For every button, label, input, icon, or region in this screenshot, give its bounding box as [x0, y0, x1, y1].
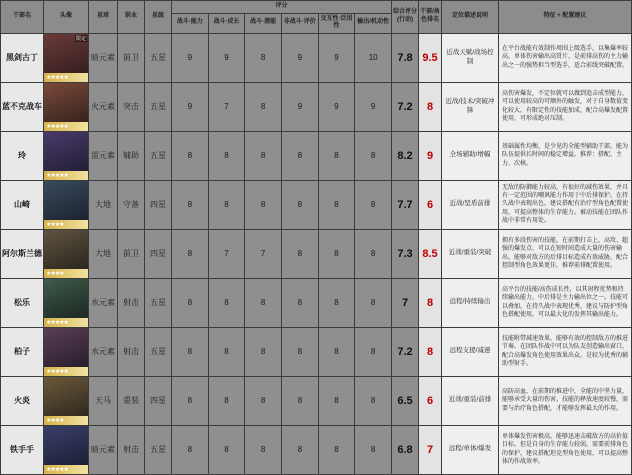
position-desc: 远程支援/减速: [442, 327, 499, 376]
table-body: [1, 33, 632, 474]
score-cell: 8: [318, 180, 355, 229]
total-score: 7.3: [392, 229, 419, 278]
score-cell: 8: [355, 278, 392, 327]
table-row: [1, 278, 632, 327]
score-cell: 8: [318, 376, 355, 425]
table-header: [1, 1, 632, 34]
position-desc: 近战/坚盾前排: [442, 180, 499, 229]
operator-attribute: 天马: [89, 376, 118, 425]
score-cell: 8: [318, 425, 355, 474]
operator-attribute: 雷元素: [89, 131, 118, 180]
operator-portrait[interactable]: [44, 376, 89, 425]
operator-attribute: 暗元素: [89, 425, 118, 474]
operator-portrait[interactable]: [44, 327, 89, 376]
score-cell: 7: [208, 82, 245, 131]
total-score: 8.2: [392, 131, 419, 180]
rank-value: 6: [419, 180, 442, 229]
score-cell: 8: [355, 180, 392, 229]
position-desc: 近战天赋/战场控制: [442, 33, 499, 82]
score-cell: 8: [281, 327, 318, 376]
feature-desc: 基础属性均衡，是少见的全能型辅助干部，能为队伍提供长时间的稳定增益。推荐：搭配、主力、次核。: [499, 131, 632, 180]
rank-value: 9.5: [419, 33, 442, 82]
score-cell: 8: [208, 131, 245, 180]
score-cell: 7: [245, 229, 282, 278]
score-cell: 8: [245, 376, 282, 425]
table-row: [1, 376, 632, 425]
score-cell: 8: [245, 82, 282, 131]
feature-desc: 无敌的防御能力较高，有很好的减伤效果，并具有一定范围的嘲讽能力作用于中后排保护。在持久战中表现出色，建议搭配有治疗型角色配置使用，可提高整体的生存能力。被动技能在团队作战中非常有用处。: [499, 180, 632, 229]
feature-desc: 技能附带减速效果，能够有效的控制敌方的推进节奏。在团队作战中可以为队友创造输出窗口，配合高爆发角色使用效果出众，是较为优秀的辅助型射手。: [499, 327, 632, 376]
total-score: 7.2: [392, 327, 419, 376]
operator-attribute: 水元素: [89, 278, 118, 327]
table-row: [1, 180, 632, 229]
score-cell: 8: [245, 33, 282, 82]
feature-desc: 拥有多段伤害的技能，在前期打击上，高攻、超强的爆发点，可以在短时间造成大量的伤害输出。能够对敌方的后排目标造成有效威胁，配合控制型角色效果更佳，推荐前排配置使用。: [499, 229, 632, 278]
score-cell: 8: [172, 425, 209, 474]
operator-name: 阿尔斯兰德: [1, 229, 44, 278]
operator-attribute: 大地: [89, 229, 118, 278]
rank-value: 8: [419, 82, 442, 131]
table-row: [1, 131, 632, 180]
operator-grade: 五星: [145, 82, 172, 131]
operator-grade: 四星: [145, 180, 172, 229]
score-cell: 8: [172, 376, 209, 425]
limited-tag: 限定: [75, 35, 86, 42]
header-col-0: 战斗·能力: [172, 13, 209, 33]
position-desc: 近战/技术/突破冲锋: [442, 82, 499, 131]
operator-field: 突击: [118, 82, 145, 131]
operator-name: 松乐: [1, 278, 44, 327]
total-score: 7: [392, 278, 419, 327]
operator-portrait[interactable]: [44, 425, 89, 474]
operator-grade: 五星: [145, 278, 172, 327]
feature-desc: 高平台的技能/高伤成长性，以其射程优势和持续输出能力，中后排是主力输出位之一。技能可以叠加，在持久战中表现优秀，建议与防护型角色搭配使用，可以最大化的发挥其输出能力。: [499, 278, 632, 327]
header-portrait: 头像: [44, 1, 89, 34]
star-icon: ★★★★: [46, 417, 64, 424]
operator-name: 铁手手: [1, 425, 44, 474]
feature-desc: 在平台战能有效制作周围上级选手，以集爆率较高，单体伤害输出高赏片，是前排高伤的主力输出之一的强势担当型选手，适合前线突破配置。: [499, 33, 632, 82]
score-cell: 8: [172, 131, 209, 180]
score-cell: 8: [281, 229, 318, 278]
operator-grade: 四星: [145, 229, 172, 278]
score-cell: 8: [281, 376, 318, 425]
score-cell: 8: [318, 131, 355, 180]
total-score: 6.8: [392, 425, 419, 474]
operator-portrait[interactable]: [44, 131, 89, 180]
score-cell: 8: [245, 278, 282, 327]
score-cell: 8: [318, 229, 355, 278]
operator-grade: 五星: [145, 131, 172, 180]
header-rank: 干部/角色排名: [419, 1, 442, 34]
table-row: [1, 327, 632, 376]
operator-field: 射击: [118, 425, 145, 474]
feature-desc: 高伤害爆发，不定位就可以做到追击成型能力，可以使用较高的可额外的触发，对于自身数值变化较大，有限定性的技能加成，配合高爆发配置使用，可形成绝对压制。: [499, 82, 632, 131]
score-cell: 8: [245, 425, 282, 474]
score-cell: 9: [318, 82, 355, 131]
score-cell: 8: [172, 278, 209, 327]
table-row: [1, 33, 632, 82]
operator-name: 山崎: [1, 180, 44, 229]
score-cell: 9: [172, 33, 209, 82]
star-icon: ★★★★★: [46, 123, 68, 130]
score-cell: 8: [355, 229, 392, 278]
score-cell: 8: [172, 327, 209, 376]
table-row: [1, 82, 632, 131]
score-cell: 8: [281, 425, 318, 474]
operator-portrait[interactable]: [44, 180, 89, 229]
header-col-1: 战斗·成长: [208, 13, 245, 33]
score-cell: 8: [208, 376, 245, 425]
score-cell: 8: [172, 180, 209, 229]
rank-value: 8: [419, 278, 442, 327]
position-desc: 远程/单体/爆发: [442, 425, 499, 474]
star-icon: ★★★★: [46, 270, 64, 277]
operator-grade: 四星: [145, 376, 172, 425]
total-score: 6.5: [392, 376, 419, 425]
header-score-group: 评分: [172, 1, 392, 14]
rank-value: 6: [419, 376, 442, 425]
operator-grade: 五星: [145, 327, 172, 376]
feature-desc: 高防高血，在前期的推进中，全能的中坚力量，能够承受大量的伤害。技能的释放速度较慢，需要与治疗角色搭配，才能够发挥最大的作用。: [499, 376, 632, 425]
position-desc: 远程/持续输出: [442, 278, 499, 327]
operator-field: 前卫: [118, 229, 145, 278]
score-cell: 8: [355, 131, 392, 180]
rank-value: 8: [419, 327, 442, 376]
star-icon: ★★★★★: [46, 466, 68, 473]
operator-portrait[interactable]: [44, 82, 89, 131]
feature-desc: 单体爆发伤害极高，能够迅速击破敌方的高价值目标。但是自身的生存能力较弱，需要前排角色的保护，建议搭配坦克型角色使用，可以提高整体的作战效率。: [499, 425, 632, 474]
score-cell: 8: [355, 425, 392, 474]
operator-field: 辅助: [118, 131, 145, 180]
score-cell: 9: [172, 82, 209, 131]
operator-attribute: 暗元素: [89, 33, 118, 82]
operator-name: 蓝不克战车: [1, 82, 44, 131]
score-cell: 8: [245, 327, 282, 376]
score-cell: 9: [281, 82, 318, 131]
rank-value: 8.5: [419, 229, 442, 278]
header-name: 干部名: [1, 1, 44, 34]
operator-field: 前卫: [118, 33, 145, 82]
star-icon: ★★★★★: [46, 172, 68, 179]
score-cell: 8: [318, 327, 355, 376]
table-row: [1, 229, 632, 278]
score-cell: 7: [208, 229, 245, 278]
header-col-2: 战斗·潜能: [245, 13, 282, 33]
header-total: 综合评分(行动): [392, 1, 419, 34]
score-cell: 8: [208, 327, 245, 376]
score-cell: 9: [281, 33, 318, 82]
header-col-4: 交互性·泛用性: [318, 13, 355, 33]
position-desc: 近战/重装/突破: [442, 229, 499, 278]
header-attribute: 星球: [89, 1, 118, 34]
star-icon: ★★★★★: [46, 319, 68, 326]
operator-name: 黑剑古丁: [1, 33, 44, 82]
operator-attribute: 火元素: [89, 82, 118, 131]
score-cell: 8: [208, 180, 245, 229]
score-cell: 8: [355, 327, 392, 376]
score-cell: 8: [281, 180, 318, 229]
operator-attribute: 大地: [89, 180, 118, 229]
score-cell: 9: [355, 82, 392, 131]
score-cell: 10: [355, 33, 392, 82]
operator-field: 射击: [118, 327, 145, 376]
score-cell: 8: [208, 278, 245, 327]
score-cell: 8: [172, 229, 209, 278]
rank-value: 7: [419, 425, 442, 474]
total-score: 7.2: [392, 82, 419, 131]
score-cell: 8: [245, 131, 282, 180]
score-cell: 9: [208, 33, 245, 82]
score-cell: 8: [318, 278, 355, 327]
header-col-5: 输出/机动性: [355, 13, 392, 33]
position-desc: 近战/重装/前排: [442, 376, 499, 425]
header-grade: 星级: [145, 1, 172, 34]
score-cell: 8: [281, 131, 318, 180]
score-cell: 8: [355, 376, 392, 425]
header-position: 定位描述说明: [442, 1, 499, 34]
total-score: 7.7: [392, 180, 419, 229]
operator-portrait[interactable]: [44, 229, 89, 278]
star-icon: ★★★★★: [46, 368, 68, 375]
operator-portrait[interactable]: [44, 278, 89, 327]
operator-field: 守备: [118, 180, 145, 229]
star-icon: ★★★★: [46, 221, 64, 228]
operator-field: 重装: [118, 376, 145, 425]
header-field: 职业: [118, 1, 145, 34]
operator-portrait[interactable]: [44, 33, 89, 82]
score-cell: 8: [245, 180, 282, 229]
operator-name: 玲: [1, 131, 44, 180]
operator-attribute: 水元素: [89, 327, 118, 376]
operator-grade: 五星: [145, 33, 172, 82]
total-score: 7.8: [392, 33, 419, 82]
table-row: [1, 425, 632, 474]
score-cell: 9: [318, 33, 355, 82]
header-desc: 特征 + 配置建议: [499, 1, 632, 34]
star-icon: ★★★★★: [46, 74, 68, 81]
score-cell: 8: [281, 278, 318, 327]
position-desc: 全场辅助/增幅: [442, 131, 499, 180]
operator-grade: 五星: [145, 425, 172, 474]
rank-value: 9: [419, 131, 442, 180]
operator-name: 火炎: [1, 376, 44, 425]
operator-field: 射击: [118, 278, 145, 327]
operator-name: 柏子: [1, 327, 44, 376]
score-cell: 8: [208, 425, 245, 474]
header-col-3: 非战斗·评价: [281, 13, 318, 33]
